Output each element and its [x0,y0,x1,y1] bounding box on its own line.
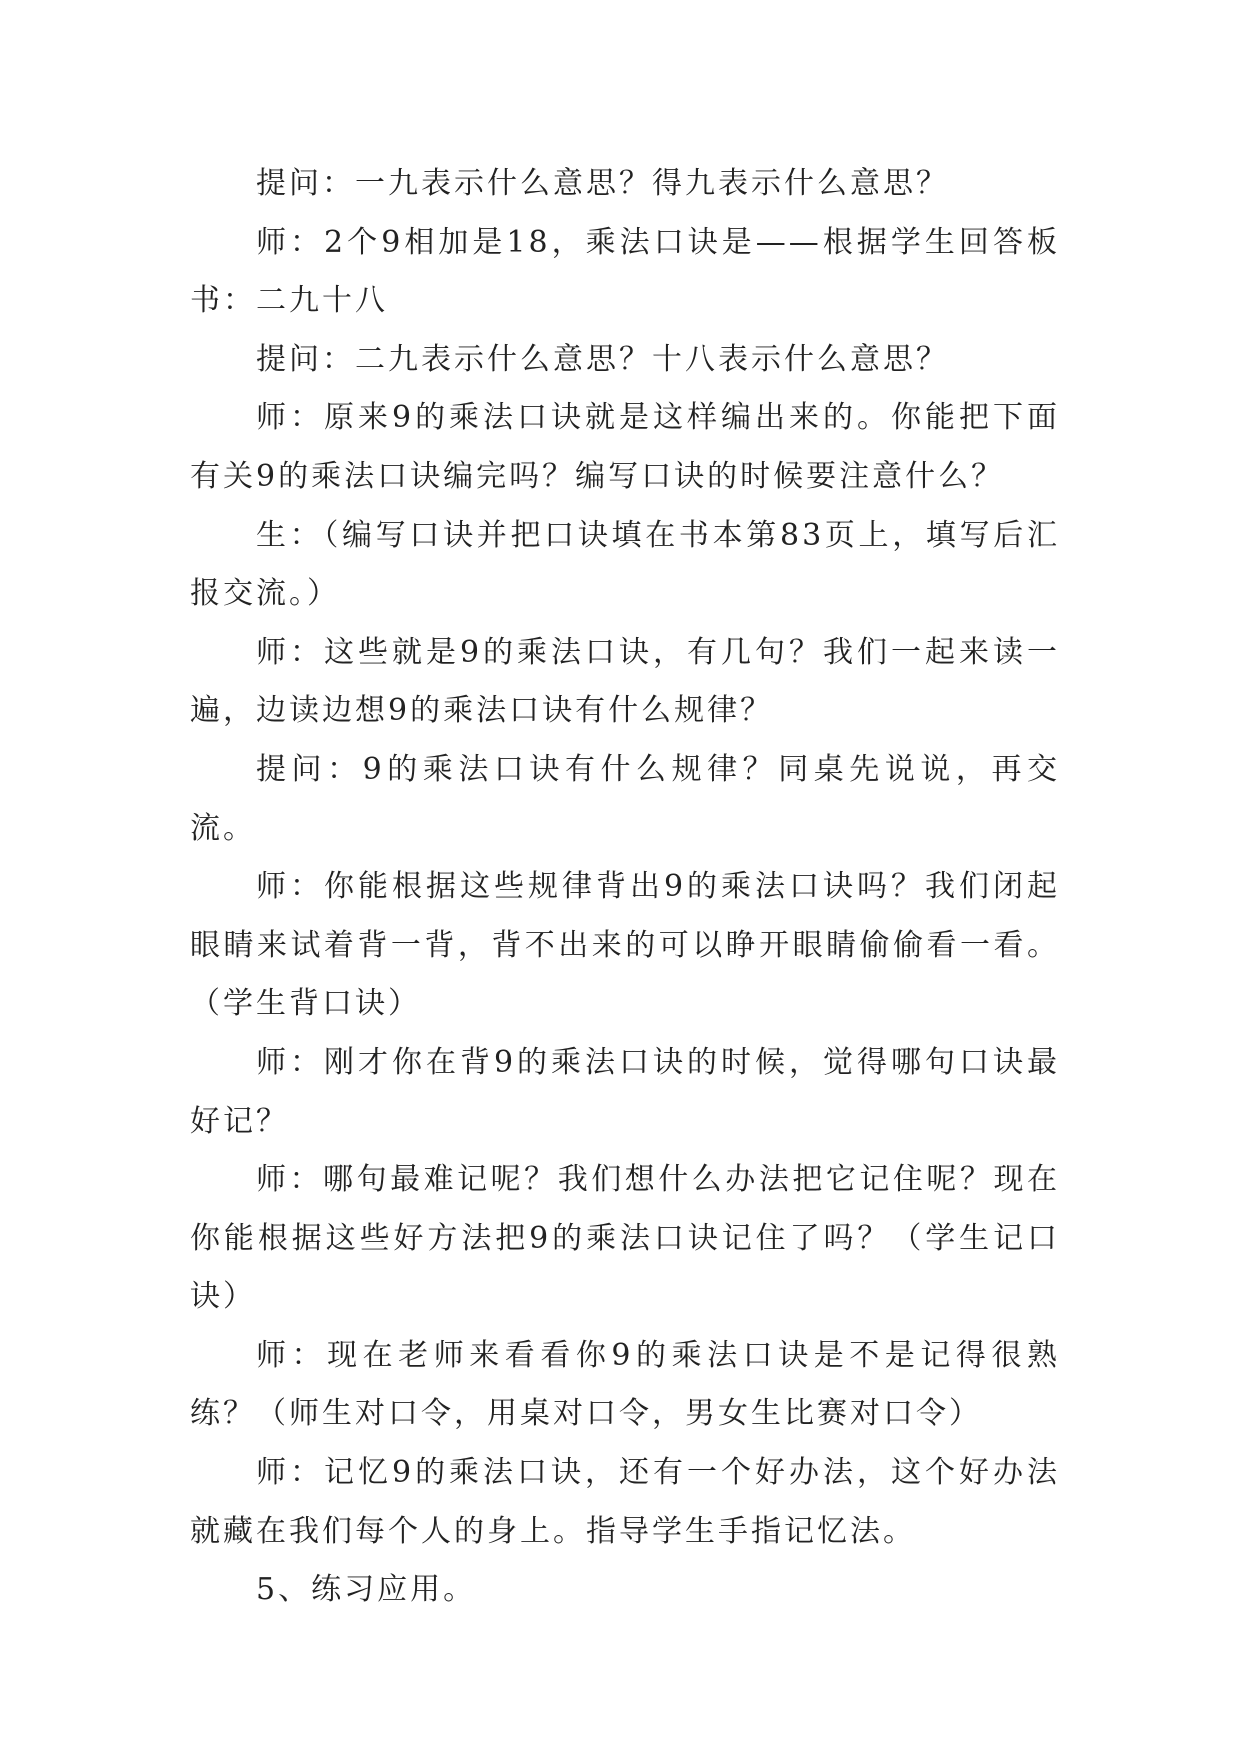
paragraph-13: 5、练习应用。 [256,1572,477,1608]
paragraph-1: 提问：一九表示什么意思？得九表示什么意思？ [256,166,949,201]
paragraph-12: 师：记忆9的乘法口诀，还有一个好办法，这个好办法就藏在我们每个人的身上。指导学生手指记忆法。 [190,1455,1060,1549]
paragraph-8: 师：你能根据这些规律背出9的乘法口诀吗？我们闭起眼睛来试着背一背，背不出来的可以睁开眼睛偷偷看一看。（学生背口诀） [190,869,1060,1022]
paragraph-2: 师：2个9相加是18，乘法口诀是——根据学生回答板书：二九十八 [190,224,1060,319]
paragraph-7: 提问：9的乘法口诀有什么规律？同桌先说说，再交流。 [190,751,1060,846]
document-body [190,155,1060,1620]
paragraph-10: 师：哪句最难记呢？我们想什么办法把它记住呢？现在你能根据这些好方法把9的乘法口诀记住了吗？（学生记口诀） [190,1162,1060,1315]
paragraph-3: 提问：二九表示什么意思？十八表示什么意思？ [256,341,949,377]
paragraph-4: 师：原来9的乘法口诀就是这样编出来的。你能把下面有关9的乘法口诀编完吗？编写口诀的时候要注意什么？ [190,400,1060,494]
paragraph-9: 师：刚才你在背9的乘法口诀的时候，觉得哪句口诀最好记？ [190,1044,1060,1139]
paragraph-6: 师：这些就是9的乘法口诀，有几句？我们一起来读一遍，边读边想9的乘法口诀有什么规律？ [190,634,1060,729]
paragraph-11: 师：现在老师来看看你9的乘法口诀是不是记得很熟练？（师生对口令，用桌对口令，男女生比赛对口令） [190,1337,1060,1432]
paragraph-5: 生：（编写口诀并把口诀填在书本第83页上，填写后汇报交流。） [190,517,1060,612]
